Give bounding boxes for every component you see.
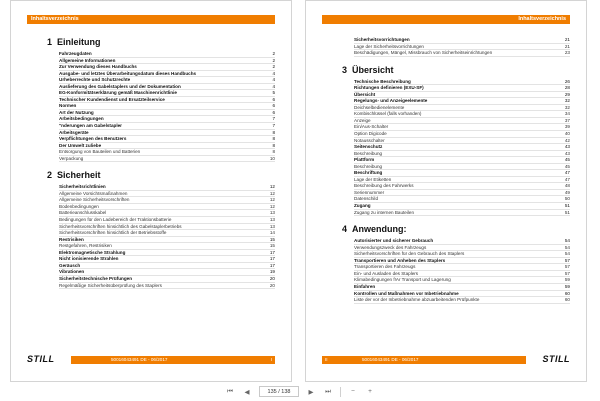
page-footer [322, 354, 570, 365]
toc-entry-title: Kontrollen und Maßnahmen vor Inbetriebnahme [354, 290, 459, 296]
toc-entry-title: Restgefahren, Restrisiken [59, 243, 112, 249]
toc-entry-title: Verpflichtungen des Benutzers [59, 136, 127, 142]
toc-entry-page: 50 [564, 196, 570, 202]
toc-entry-title: Lage der Sicherheitsvorrichtungen [354, 43, 424, 49]
page-right [305, 0, 587, 382]
toc-entry-page: 54 [564, 238, 570, 244]
toc-entry-title: Fahrzeugdaten [59, 51, 92, 56]
toc-entry-title: Sicherheitsvorrichtungen [354, 37, 410, 42]
toc-entry-title: "nderungen am Gabelstapler [59, 123, 122, 129]
toc-entry-page: 6 [272, 96, 275, 102]
chapter-title: Übersicht [352, 64, 394, 75]
toc-content [342, 37, 570, 304]
toc-entry-title: Allgemeine Informationen [59, 57, 116, 63]
toc-entry-page: 21 [564, 43, 570, 49]
toc-entry-page: 32 [564, 98, 570, 104]
toc-entry-page: 59 [564, 277, 570, 283]
chapter-title: Anwendung: [352, 224, 407, 235]
toc-entry-title: Sicherheitsvorschriften hinsichtlich der Betriebsstoffe [59, 230, 167, 236]
toc-entry-page: 32 [564, 104, 570, 110]
footer-bar [71, 356, 275, 364]
toc-entry-title: Regelungs- und Anzeigeelemente [354, 98, 428, 104]
toc-entry-page: 2 [272, 51, 275, 56]
chapter-heading[interactable] [47, 37, 275, 49]
toc-entry-page: 21 [564, 37, 570, 42]
doc-number: 50016043491 DE - 06/2017 [111, 357, 168, 362]
last-page-icon[interactable]: ⏭ [325, 387, 331, 395]
toc-entry-title: Arbeitsgeräte [59, 129, 89, 135]
toc-entry-page: 20 [269, 282, 275, 288]
toc-entry-page: 54 [564, 251, 570, 257]
toc-entry-title: Elektromagnetische Strahlung [59, 249, 126, 255]
toc-entry-title: Zugang zu internen Bauteilen [354, 209, 415, 215]
still-logo: STILL [27, 354, 55, 364]
chapter-entries [47, 51, 275, 162]
toc-entry-page: 45 [564, 163, 570, 169]
chapter-number: 3 [342, 64, 348, 75]
toc-entry-page: 13 [269, 217, 275, 223]
toc-entry-title: Verwendungszweck des Fahrzeugs [354, 244, 427, 250]
chapter-heading[interactable] [342, 224, 570, 236]
toc-entry[interactable] [354, 297, 570, 304]
toc-entry-title: Übersicht [354, 91, 376, 97]
toc-entry-title: Sicherheitsvorschriften für den Gebrauch des Staplers [354, 251, 465, 257]
toc-entry-page: 14 [269, 230, 275, 236]
toc-entry-page: 19 [269, 269, 275, 275]
toc-entry-title: Bodenbedingungen [59, 203, 99, 209]
page-footer [27, 354, 275, 365]
doc-number: 50016043491 DE - 06/2017 [362, 357, 419, 362]
chapter-entries [342, 238, 570, 303]
toc-entry-page: 6 [272, 109, 275, 115]
continued-entries [342, 37, 570, 57]
toc-entry-page: 8 [272, 142, 275, 148]
toc-entry-title: Urheberrechte und Schutzrechte [59, 77, 131, 83]
chapter-title: Einleitung [57, 37, 101, 47]
zoom-out-icon[interactable]: − [351, 388, 355, 395]
toc-entry-page: 26 [564, 78, 570, 84]
viewer-toolbar [0, 382, 600, 401]
toc-entry-title: Technischer Kundendienst und Ersatzteilservice [59, 96, 165, 102]
toc-entry-page: 48 [564, 183, 570, 189]
first-page-icon[interactable]: ⏮ [227, 387, 233, 395]
toc-entry-page: 57 [564, 264, 570, 270]
toc-entry-title: Zur Verwendung dieses Handbuchs [59, 64, 137, 70]
toc-entry-title: Entsorgung von Bauteilen und Batterien [59, 149, 141, 155]
toc-entry-title: Richtungen definieren (EXU-SF) [354, 85, 424, 91]
toc-entry-page: 51 [564, 209, 570, 215]
toc-entry-title: Seitenschutz [354, 144, 383, 150]
zoom-in-icon[interactable]: + [368, 388, 372, 395]
toc-entry-title: Einfahren [354, 283, 376, 289]
chapter-entries [47, 184, 275, 289]
toc-entry-page: 12 [269, 197, 275, 203]
toc-entry-page: 43 [564, 150, 570, 156]
chapter-title: Sicherheit [57, 170, 101, 181]
page-number: I [270, 357, 272, 362]
toc-entry-title: Beschreibung [354, 163, 383, 169]
toc-entry-title: Der Umwelt zuliebe [59, 142, 102, 148]
chapter-spacer [342, 216, 570, 224]
toc-entry-page: 7 [272, 123, 275, 129]
toc-entry-page: 7 [272, 116, 275, 122]
toc-entry-page: 20 [269, 275, 275, 281]
header-bar [322, 15, 570, 24]
toc-entry-page: 12 [269, 184, 275, 190]
toc-entry-page: 23 [564, 50, 570, 56]
next-page-icon[interactable]: ▶ [308, 388, 314, 396]
toc-entry-page: 57 [564, 257, 570, 263]
toc-entry-page: 51 [564, 203, 570, 209]
toc-entry-title: Batterieanschlusskabel [59, 210, 107, 216]
toc-entry-page: 12 [269, 203, 275, 209]
toc-entry-title: Datenschild [354, 196, 379, 202]
toc-entry-page: 45 [564, 157, 570, 163]
toc-entry-title: Plattform [354, 157, 375, 163]
toc-entry-title: Arbeitsbedingungen [59, 116, 104, 122]
toc-entry-page: 8 [272, 129, 275, 135]
toc-entry-title: Auslieferung des Gabelstaplers und der Dokumentation [59, 83, 181, 89]
toc-entry-page: 43 [564, 144, 570, 150]
chapter-heading[interactable] [47, 170, 275, 182]
toc-entry-page: 4 [272, 70, 275, 76]
toc-entry[interactable] [354, 210, 570, 217]
toc-entry-title: Regelmäßige Sicherheitsüberprüfung des Staplers [59, 282, 162, 288]
toc-entry-page: 47 [564, 170, 570, 176]
toc-entry-title: Liste der vor der Inbetriebnahme abzuarbeitenden Prüfpunkte [354, 297, 480, 303]
toc-entry-title: Sicherheitstechnische Prüfungen [59, 275, 133, 281]
toc-entry-page: 29 [564, 91, 570, 97]
toc-entry-page: 2 [272, 57, 275, 63]
toc-entry-title: Ausgabe- und letztes Überarbeitungsdatum dieses Handbuchs [59, 70, 197, 76]
toc-entry[interactable] [354, 50, 570, 57]
toc-entry[interactable] [59, 283, 275, 290]
toc-entry-title: Autorisierter und sicherer Gebrauch [354, 238, 434, 244]
toc-entry-title: Vibrationen [59, 269, 85, 275]
toc-entry-title: Lage der Etiketten [354, 176, 392, 182]
still-logo: STILL [542, 354, 570, 364]
toc-entry-title: Kombischlüssel (falls vorhanden) [354, 111, 422, 117]
toc-entry-page: 4 [272, 77, 275, 83]
toc-entry-page: 10 [269, 155, 275, 161]
toc-entry-page: 17 [269, 256, 275, 262]
toc-entry-page: 12 [269, 190, 275, 196]
toc-entry-title: Ein/Aus-Schalter [354, 124, 389, 130]
toc-entry-title: Technische Beschreibung [354, 78, 411, 84]
toc-entry-page: 15 [269, 243, 275, 249]
toc-entry-page: 8 [272, 136, 275, 142]
chapter-entries [342, 79, 570, 216]
header-title: Inhaltsverzeichnis [31, 16, 79, 22]
toc-entry-page: 57 [564, 270, 570, 276]
toc-entry-page: 49 [564, 189, 570, 195]
page-number-input[interactable]: 135 / 138 [259, 386, 299, 397]
toc-entry-page: 34 [564, 111, 570, 117]
page-number: II [325, 357, 328, 362]
toc-entry-page: 60 [564, 290, 570, 296]
toc-entry-title: Sicherheitsrichtlinien [59, 184, 106, 190]
toc-entry-title: Geräusch [59, 262, 81, 268]
toc-entry-title: Nicht ionisierende Strahlen [59, 256, 119, 262]
toc-entry-title: Restrisiken [59, 236, 84, 242]
toc-entry-title: Option Digicode [354, 131, 387, 137]
prev-page-icon[interactable]: ◀ [244, 388, 250, 396]
toc-entry-title: Verpackung [59, 155, 84, 161]
page-left [10, 0, 292, 382]
toc-entry-title: Allgemeine Sicherheitsvorschriften [59, 197, 130, 203]
toc-entry-title: Anzeige [354, 117, 371, 123]
toc-content [47, 37, 275, 289]
toc-entry-page: 42 [564, 137, 570, 143]
toc-entry-page: 13 [269, 210, 275, 216]
chapter-number: 4 [342, 224, 348, 235]
toc-entry-page: 54 [564, 244, 570, 250]
toc-entry-title: Seriennummer [354, 189, 385, 195]
toc-entry-page: 60 [564, 297, 570, 303]
toc-entry-page: 2 [272, 64, 275, 70]
toolbar-divider [340, 387, 341, 397]
toc-entry-title: Deichselbedienelemente [354, 104, 405, 110]
toc-entry-page: 17 [269, 249, 275, 255]
toc-entry-title: Sicherheitsvorschriften hinsichtlich des Gabelstaplerbetriebs [59, 223, 182, 229]
toc-entry-page: 39 [564, 124, 570, 130]
toc-entry-page: 40 [564, 131, 570, 137]
toc-entry-title: Beschriftung [354, 170, 383, 176]
toc-entry-page: 37 [564, 117, 570, 123]
toc-entry-title: EG-Konformitätserklärung gemäß Maschinenrichtlinie [59, 90, 177, 96]
chapter-heading[interactable] [342, 65, 570, 77]
toc-entry-title: Klimabedingungen f!Ar Transport und Lagerung [354, 277, 451, 283]
chapter-number: 1 [47, 37, 53, 47]
toc-entry-page: 13 [269, 223, 275, 229]
toc-entry-title: Transportieren und Anheben des Staplers [354, 257, 446, 263]
toc-entry-title: Art der Nutzung [59, 109, 94, 115]
toc-entry-title: Beschädigungen, Mängel, Missbrauch von Sicherheitseinrichtungen [354, 50, 493, 56]
toc-entry-page: 17 [269, 262, 275, 268]
toc-entry-page: 28 [564, 85, 570, 91]
toc-entry-title: Transportieren des Fahrzeugs [354, 264, 416, 270]
toc-entry-title: Zugang [354, 203, 371, 209]
toc-entry-title: Beschreibung [354, 150, 383, 156]
toc-entry-page: 59 [564, 283, 570, 289]
chapter-spacer [47, 162, 275, 170]
toc-entry-page: 47 [564, 176, 570, 182]
toc-entry-title: Notausschalter [354, 137, 385, 143]
toc-entry-page: 6 [272, 103, 275, 109]
toc-entry-page: 15 [269, 236, 275, 242]
toc-entry-title: Allgemeine Vorsichtsmaßnahmen [59, 190, 128, 196]
header-title: Inhaltsverzeichnis [518, 16, 566, 22]
header-bar [27, 15, 275, 24]
toc-entry-title: Ein- und Ausladen des Staplers [354, 270, 419, 276]
toc-entry-page: 8 [272, 149, 275, 155]
toc-entry[interactable] [59, 156, 275, 163]
chapter-number: 2 [47, 170, 53, 181]
toc-entry-page: 4 [272, 83, 275, 89]
toc-entry-title: Normen [59, 103, 77, 109]
toc-entry-page: 5 [272, 90, 275, 96]
chapter-spacer [342, 57, 570, 65]
toc-entry-title: Beschreibung des Fahrwerks [354, 183, 414, 189]
footer-bar [322, 356, 526, 364]
toc-entry-title: Bedingungen für den Ladebereich der Traktionsbatterie [59, 217, 172, 223]
